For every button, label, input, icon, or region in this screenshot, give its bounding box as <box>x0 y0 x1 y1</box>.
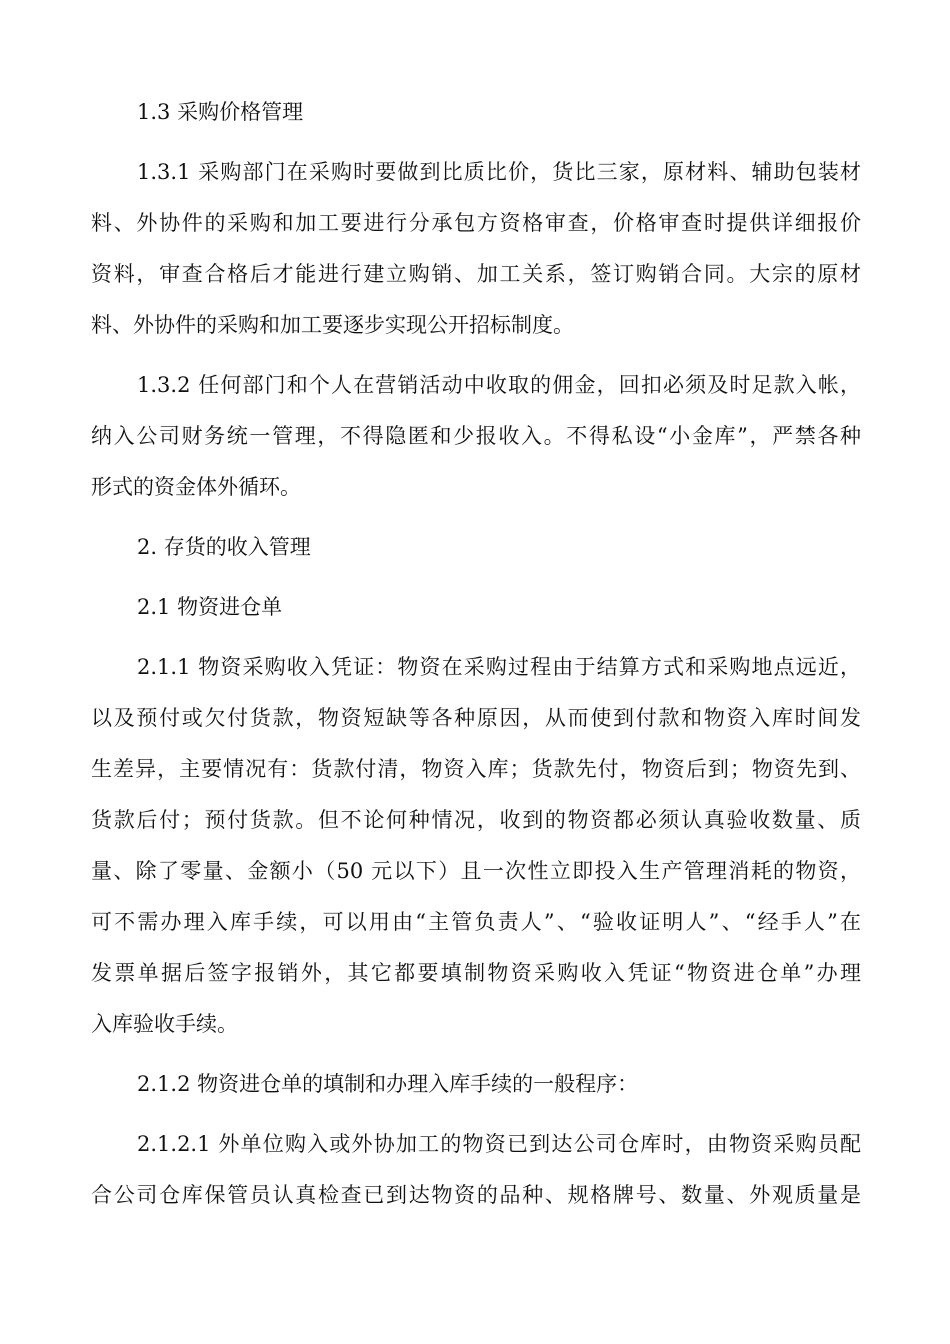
paragraph-line: 1.3.2 任何部门和个人在营销活动中收取的佣金，回扣必须及时足款入帐， <box>137 373 861 397</box>
paragraph-line: 发票单据后签字报销外，其它都要填制物资采购收入凭证“物资进仓单”办理 <box>91 961 861 985</box>
paragraph-line: 量、除了零量、金额小（50 元以下）且一次性立即投入生产管理消耗的物资， <box>91 859 861 883</box>
section-heading-2: 2. 存货的收入管理 <box>137 535 311 559</box>
paragraph-line: 货款后付；预付货款。但不论何种情况，收到的物资都必须认真验收数量、质 <box>91 808 861 832</box>
paragraph-line: 以及预付或欠付货款，物资短缺等各种原因，从而使到付款和物资入库时间发 <box>91 706 861 730</box>
paragraph-line: 生差异，主要情况有：货款付清，物资入库；货款先付，物资后到；物资先到、 <box>91 757 861 781</box>
paragraph-line: 资料，审查合格后才能进行建立购销、加工关系，签订购销合同。大宗的原材 <box>91 262 861 286</box>
paragraph-line: 形式的资金体外循环。 <box>91 475 301 499</box>
paragraph-line: 料、外协件的采购和加工要进行分承包方资格审查，价格审查时提供详细报价 <box>91 211 861 235</box>
section-heading-1-3: 1.3 采购价格管理 <box>137 100 304 124</box>
paragraph-line: 料、外协件的采购和加工要逐步实现公开招标制度。 <box>91 313 574 337</box>
paragraph-line: 1.3.1 采购部门在采购时要做到比质比价，货比三家，原材料、辅助包装材 <box>137 160 861 184</box>
paragraph-line: 纳入公司财务统一管理，不得隐匿和少报收入。不得私设“小金库”，严禁各种 <box>91 424 861 448</box>
paragraph-line: 2.1.2.1 外单位购入或外协加工的物资已到达公司仓库时，由物资采购员配 <box>137 1132 861 1156</box>
paragraph-line: 2.1.1 物资采购收入凭证：物资在采购过程由于结算方式和采购地点远近， <box>137 655 861 679</box>
section-heading-2-1: 2.1 物资进仓单 <box>137 595 283 619</box>
paragraph-line: 2.1.2 物资进仓单的填制和办理入库手续的一般程序： <box>137 1072 639 1096</box>
paragraph-line: 合公司仓库保管员认真检查已到达物资的品种、规格牌号、数量、外观质量是 <box>91 1183 861 1207</box>
paragraph-line: 可不需办理入库手续，可以用由“主管负责人”、“验收证明人”、“经手人”在 <box>91 910 861 934</box>
paragraph-line: 入库验收手续。 <box>91 1012 238 1036</box>
